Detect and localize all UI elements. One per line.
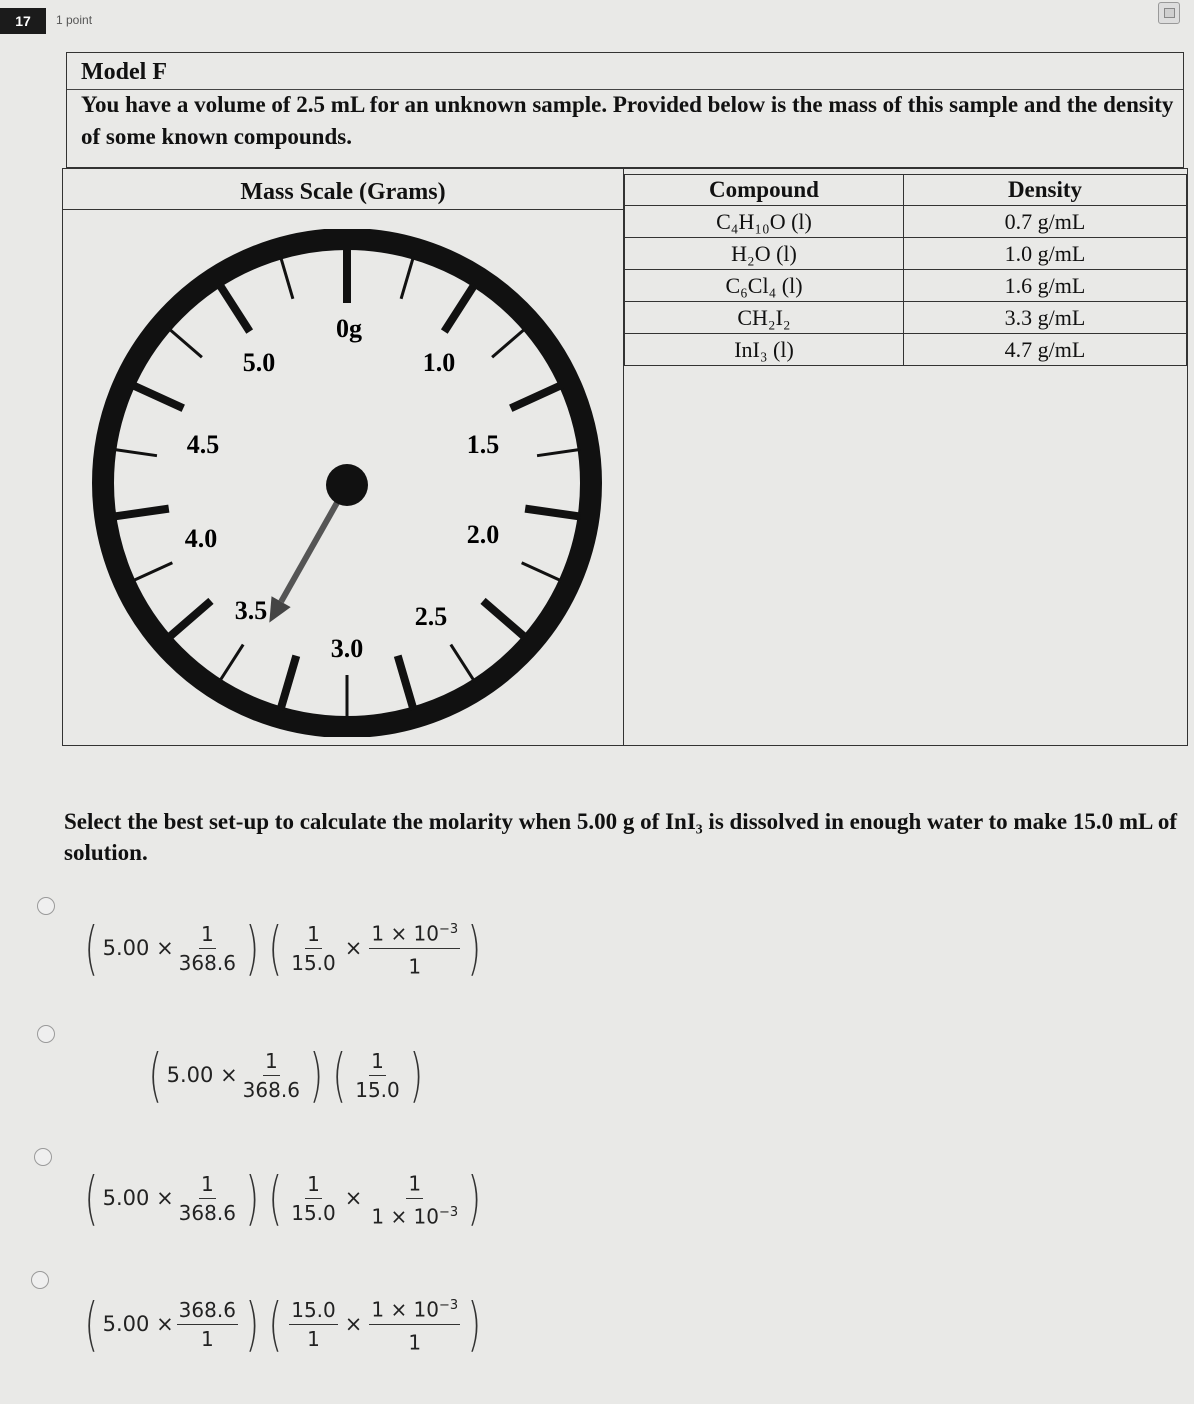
- dial-label-2-5: 2.5: [414, 602, 448, 631]
- dial-major-tick: [525, 509, 580, 517]
- option-1-radio[interactable]: [37, 897, 55, 915]
- scale-divider: [63, 209, 623, 210]
- scale-title: Mass Scale (Grams): [240, 179, 446, 205]
- compound-cell: C₆Cl₄ (l): [625, 270, 904, 302]
- density-table: [624, 174, 1187, 366]
- dial-hub: [326, 464, 368, 506]
- times-sign: ×: [344, 1186, 363, 1211]
- dial-label-3-0: 3.0: [330, 634, 364, 663]
- calculator-icon[interactable]: [1158, 2, 1180, 24]
- compound-cell: InI₃ (l): [625, 334, 904, 366]
- compound-cell: CH₂I₂: [625, 302, 904, 334]
- dial-major-tick: [219, 284, 249, 331]
- model-description: You have a volume of 2.5 mL for an unknown sample. Provided below is the mass of this sample and the density of some known compounds.: [81, 92, 1174, 149]
- dial-label-2-0: 2.0: [466, 520, 500, 549]
- model-box: [66, 52, 1184, 168]
- dial-minor-tick: [522, 563, 562, 581]
- compound-cell: H₂O (l): [625, 238, 904, 270]
- model-title: Model F: [81, 59, 167, 85]
- dial-label-4-5: 4.5: [186, 430, 220, 459]
- dial-minor-tick: [451, 645, 475, 682]
- dial-label-5-0: 5.0: [242, 348, 276, 377]
- table-row: [625, 334, 1187, 366]
- option-1-expression[interactable]: ( 5.00 × $\frac{1}{368.6}$ ) ( $\frac{1}{15.0}$ × $\frac{1 \times 10^{-3}}{1}$ ): [84, 914, 482, 983]
- dial-minor-tick: [113, 449, 157, 455]
- dial-label-1-0: 1.0: [422, 348, 456, 377]
- dial-major-tick: [511, 385, 562, 408]
- option-2-radio[interactable]: [37, 1025, 55, 1043]
- option-4-expression[interactable]: ( 5.00 × $\frac{368.6}{1}$ ) ( $\frac{15.0}{1}$ × $\frac{1 \times 10^{-3}}{1}$ ): [84, 1290, 482, 1359]
- fraction: $\frac{1}{15.0}$: [291, 1171, 336, 1225]
- fraction: $\frac{1 \times 10^{-3}}{1}$: [369, 1294, 460, 1354]
- mass-scale-dial: [83, 229, 603, 737]
- table-row: [625, 238, 1187, 270]
- option-3-radio[interactable]: [34, 1148, 52, 1166]
- dial-minor-tick: [281, 257, 293, 299]
- dial-major-tick: [281, 656, 297, 710]
- fraction: $\frac{368.6}{1}$: [178, 1297, 236, 1351]
- dial-minor-tick: [537, 449, 581, 455]
- table-row: [625, 302, 1187, 334]
- fraction: $\frac{1}{368.6}$: [178, 921, 236, 975]
- option-lead: 5.00 ×: [166, 1063, 238, 1087]
- option-4-radio[interactable]: [31, 1271, 49, 1289]
- points-label: 1 point: [56, 13, 93, 27]
- dial-minor-tick: [169, 328, 202, 357]
- option-3-expression[interactable]: ( 5.00 × $\frac{1}{368.6}$ ) ( $\frac{1}{15.0}$ × $\frac{1}{1 \times 10^{-3}}$ ): [84, 1164, 482, 1233]
- dial-minor-tick: [132, 563, 172, 581]
- dial-minor-tick: [401, 257, 413, 299]
- density-cell: 0.7 g/mL: [904, 206, 1187, 238]
- density-cell: 1.6 g/mL: [904, 270, 1187, 302]
- dial-label-4-0: 4.0: [184, 524, 218, 553]
- fraction: $\frac{1}{15.0}$: [291, 921, 336, 975]
- dial-major-tick: [169, 601, 211, 638]
- density-table-header: [625, 175, 1187, 206]
- dial-label-1-5: 1.5: [466, 430, 500, 459]
- dial-needle: [269, 464, 368, 623]
- fraction: $\frac{1 \times 10^{-3}}{1}$: [369, 918, 460, 978]
- dial-label-3-5: 3.5: [234, 596, 268, 625]
- table-row: [625, 206, 1187, 238]
- times-sign: ×: [344, 1312, 363, 1337]
- density-cell: 3.3 g/mL: [904, 302, 1187, 334]
- fraction: $\frac{1}{368.6}$: [178, 1171, 236, 1225]
- dial-major-tick: [483, 601, 525, 638]
- dial-major-tick: [398, 656, 414, 710]
- times-sign: ×: [344, 936, 363, 961]
- model-data-panel: [62, 168, 1188, 746]
- table-row: [625, 270, 1187, 302]
- option-2-expression[interactable]: ( 5.00 × $\frac{1}{368.6}$ ) ( $\frac{1}{15.0}$ ): [148, 1041, 423, 1109]
- fraction: $\frac{1}{368.6}$: [242, 1048, 300, 1102]
- dial-minor-tick: [492, 328, 525, 357]
- fraction: $\frac{1}{15.0}$: [355, 1048, 400, 1102]
- dial-major-tick: [113, 509, 168, 517]
- compound-cell: C₄H₁₀O (l): [625, 206, 904, 238]
- question-text: Select the best set-up to calculate the molarity when 5.00 g of InI₃ is dissolved in enough water to make 15.0 mL of solution.: [64, 809, 1177, 865]
- header-compound: Compound: [625, 175, 904, 206]
- density-cell: 1.0 g/mL: [904, 238, 1187, 270]
- dial-minor-tick: [219, 645, 243, 682]
- option-lead: 5.00 ×: [102, 1312, 174, 1337]
- fraction: $\frac{1}{1 \times 10^{-3}}$: [369, 1168, 460, 1228]
- option-lead: 5.00 ×: [102, 936, 174, 961]
- header-density: Density: [904, 175, 1187, 206]
- dial-major-tick: [132, 385, 183, 408]
- dial-major-tick: [444, 284, 474, 331]
- question-number: 17: [0, 8, 46, 34]
- dial-label-0g: 0g: [336, 314, 362, 343]
- fraction: $\frac{15.0}{1}$: [291, 1297, 336, 1351]
- density-cell: 4.7 g/mL: [904, 334, 1187, 366]
- option-lead: 5.00 ×: [102, 1186, 174, 1211]
